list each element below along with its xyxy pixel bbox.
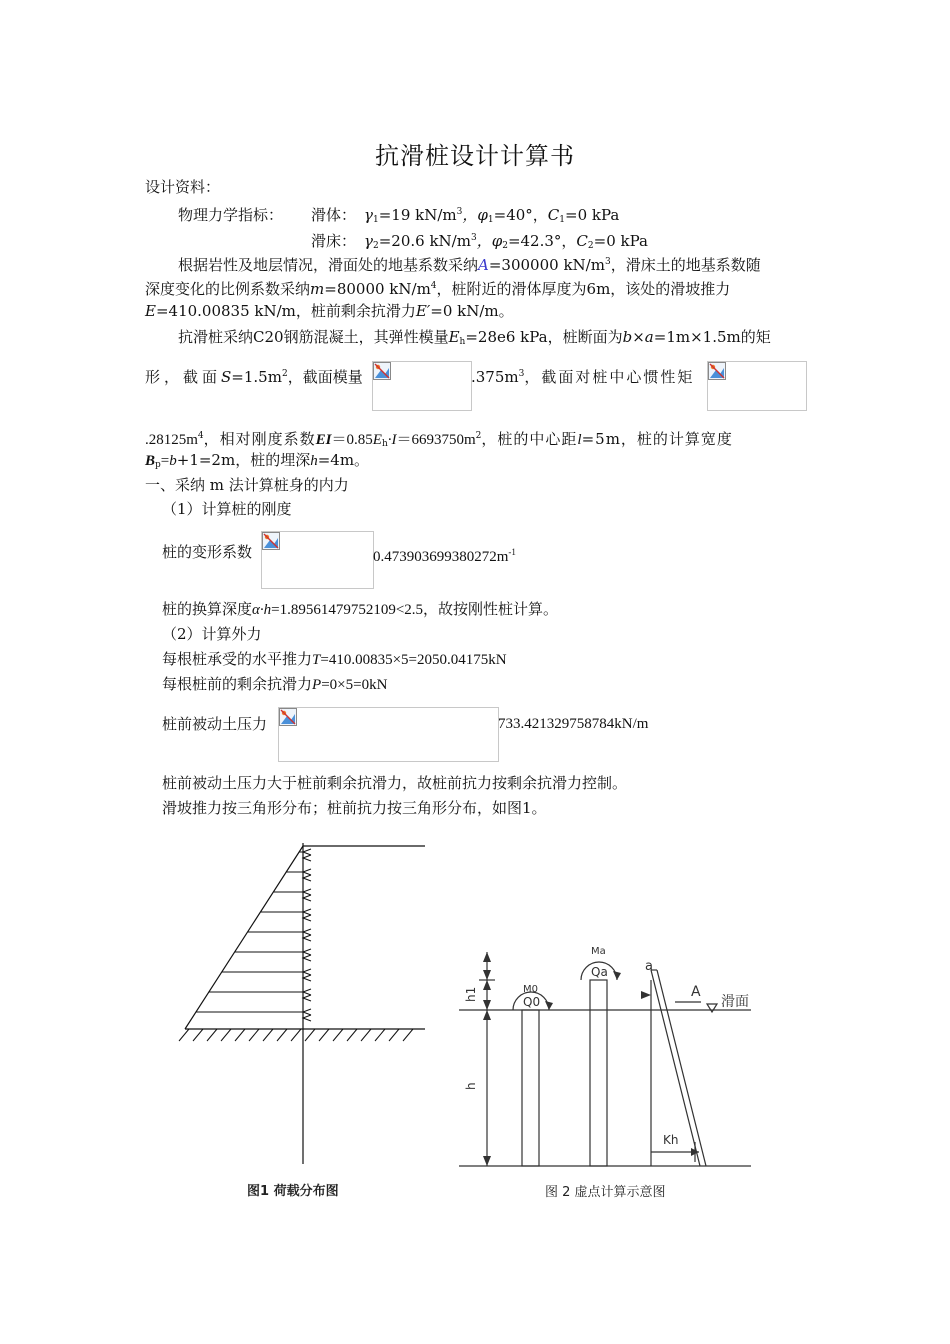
p1-line-2 [145,275,730,300]
p2-line-2b [471,363,694,388]
p2-l3-c: ＝0.85 [331,432,373,448]
ground-hatch [207,1029,217,1041]
gamma2-sub: 2 [372,241,379,251]
resist-line [162,673,387,696]
fig2-Kh: Kh [663,1133,679,1147]
gamma2-exp: 3 [470,233,477,243]
broken-image-icon [262,532,280,550]
p1-E: E [145,302,156,320]
p2-l2-e: ，截面对桩中心惯性矩 [524,368,695,386]
p2-line-4 [145,449,369,476]
phi2-sub: 2 [502,241,508,251]
slide-bed-label: 滑床： [311,232,357,250]
dim-arrow-h1-end [483,1000,491,1010]
fig2-Qa: Qa [591,965,608,979]
dim-arrow-h-top [483,1010,491,1020]
p1-l2-a: 深度变化的比例系数采纳 [145,280,311,298]
ground-hatch [291,1029,301,1041]
design-heading: 设计资料： [145,178,221,196]
p2-h: h [310,453,318,469]
p2-EI: EI [315,432,332,448]
resist-arrow [303,935,311,941]
ground-hatch [179,1029,189,1041]
fig2-Ma: Ma [591,946,606,957]
deform-exp: -1 [508,547,516,557]
p2-l4-a: = [160,453,170,469]
ground-hatch [319,1029,329,1041]
p2-l3-f: =5m，桩的计算宽度 [581,430,733,448]
ground-hatch [221,1029,231,1041]
section-modulus-formula-image [372,361,472,411]
load-arrow [303,989,311,995]
phi1: ，φ [462,206,488,224]
load-arrow [303,869,311,875]
p2-Bp-sub: p [155,460,161,470]
subsection-1-heading: （1）计算桩的刚度 [162,500,292,518]
p2-l4-d: =4m。 [317,451,370,469]
gamma1: γ [364,206,373,224]
gamma1-exp: 3 [456,207,463,217]
c1: C [547,206,560,224]
resist-P: P [312,677,322,693]
p2-l3-b: ，相对刚度系数 [203,430,316,448]
moment-arrow-left [545,1001,553,1010]
p2-line-1 [178,326,771,353]
note-1: 桩前被动土压力大于桩前剩余抗滑力，故桩前抗力按剩余抗滑力控制。 [162,774,628,792]
p1-line-1 [178,251,761,276]
p2-Eh: E [372,432,382,448]
ground-hatch [263,1029,273,1041]
fig2-slip-label: 滑面 [721,994,749,1010]
page-title: 抗滑桩设计计算书 [375,142,575,170]
passive-formula-image [278,707,499,762]
ground-hatch [361,1029,371,1041]
slide-body-label: 滑体： [311,206,357,224]
c2-value: =0 kPa [593,232,648,250]
ground-hatch [235,1029,245,1041]
phys-label: 物理力学指标： [178,206,284,224]
moment-arrow-mid [613,971,621,980]
p2-exp3: 3 [518,369,525,379]
deform-value-line [373,541,516,568]
figure-2-sketch [455,940,755,1170]
ground-hatch [375,1029,385,1041]
gamma2: γ [364,232,373,250]
p2-bxa: b×a [622,328,654,346]
resist-arrow [303,895,311,901]
c1-sub: 1 [559,215,566,225]
load-arrow [303,949,311,955]
p1-m: m [310,280,325,298]
p1-text-a: 根据岩性及地层情况，滑面处的地基系数采纳 [178,256,479,274]
load-arrow [303,889,311,895]
p2-EI-value: ＝6693750m [396,432,476,448]
deform-value: 0.473903699380272m [373,549,509,565]
subsection-2-heading: （2）计算外力 [162,625,262,643]
p1-E2-value: =0 kN/m。 [430,302,514,320]
p1-exp3: 3 [604,257,611,267]
phi1-sub: 1 [487,215,494,225]
p1-line-3 [145,300,514,322]
p1-A-value: =300000 kN/m [488,256,605,274]
thrust-T: T [312,652,321,668]
figure-2-caption: 图 2 虚点计算示意图 [545,1185,666,1200]
convert-value: =1.89561479752109<2.5，故按刚性桩计算。 [271,602,559,618]
p2-l2-c: ，截面模量 [287,368,363,386]
ground-hatch [403,1029,413,1041]
p2-modulus-value: .375m [471,368,519,386]
fig2-h: h [464,1082,478,1090]
load-arrow [303,929,311,935]
p2-inertia-value: .28125m [145,432,198,448]
ground-hatch [333,1029,343,1041]
force-arrow-a [641,991,651,999]
deform-label: 桩的变形系数 [162,543,253,561]
p2-E-sub: h [459,337,466,347]
p2-l3-e: ，桩的中心距 [481,430,578,448]
fig2-M0: M0 [523,984,538,995]
fig2-A: A [691,984,701,1000]
pile-left [522,1010,539,1166]
phi2-value: =42.3°， [507,232,577,250]
resist-arrow [303,955,311,961]
figure-1-caption: 图1 荷载分布图 [247,1184,339,1199]
c2-sub: 2 [587,241,594,251]
broken-image-icon [373,362,391,380]
resist-arrow [303,875,311,881]
broken-image-icon [279,708,297,726]
p1-E2: E′ [415,302,431,320]
dim-arrow-h1-bottom [483,970,491,980]
p1-E-value: =410.00835 kN/m，桩前剩余抗滑力 [155,302,416,320]
load-arrow [303,849,311,855]
p1-text-c: ，滑床土的地基系数随 [610,256,761,274]
passive-value: 733.421329758784kN/m [498,716,649,732]
phi1-value: =40°， [493,206,548,224]
gamma1-sub: 1 [373,215,379,225]
gamma2-value: =20.6 kN/m [378,232,471,250]
p2-exp2b: 2 [475,431,482,441]
p1-m-value: =80000 kN/m [324,280,431,298]
load-triangle-edge [185,846,303,1029]
resist-label: 每根桩前的剩余抗滑力 [162,675,313,693]
passive-label: 桩前被动土压力 [162,715,268,733]
p2-exp4: 4 [197,431,204,441]
fig2-a: a [645,959,653,974]
p2-line-2a [145,363,363,388]
convert-line [162,598,558,621]
p1-A: A [478,256,489,274]
resist-arrow [303,1015,311,1021]
fig2-h1: h1 [464,986,478,1002]
p2-E: E [448,328,460,346]
p1-l2-c: ，桩附近的滑体厚度为6m，该处的滑坡推力 [436,280,731,298]
p2-b: b [169,453,177,469]
c2: C [576,232,588,250]
p2-l4-c: +1=2m，桩的埋深 [176,451,311,469]
thrust-value: =410.00835×5=2050.04175kN [320,652,507,668]
p2-Bp: B [145,453,156,469]
resist-arrow [303,975,311,981]
inertia-formula-image [707,361,807,411]
load-arrow [303,969,311,975]
p2-l: l [577,432,582,448]
broken-image-icon [708,362,726,380]
ground-hatch [249,1029,259,1041]
ground-hatch [305,1029,315,1041]
p2-l2-a: 形，截面 [145,368,222,386]
ground-hatch [193,1029,203,1041]
dim-arrow-h1-mid [483,980,491,990]
load-arrow [303,909,311,915]
p2-exp2: 2 [281,369,288,379]
fig2-Q0: Q0 [523,995,541,1009]
dim-arrow-h-bottom [483,1156,491,1166]
p1-exp4: 4 [430,281,437,291]
p2-Eh-sub: h [381,439,388,449]
thrust-line [162,648,507,671]
figure-1-load-diagram [175,838,435,1168]
convert-alpha-h: α·h [252,602,272,618]
ground-hatch [389,1029,399,1041]
p2-l1-c: =1m×1.5m的矩 [653,328,771,346]
phi2: ，φ [476,232,503,250]
resist-arrow [303,855,311,861]
c1-value: =0 kPa [565,206,620,224]
resist-value: =0×5=0kN [321,677,388,693]
section-1-heading: 一、采纳 m 法计算桩身的内力 [145,476,349,494]
resist-arrow [303,915,311,921]
dim-arrow-top [483,952,491,962]
load-arrow [303,1009,311,1015]
p2-S: S [221,368,232,386]
convert-label: 桩的换算深度 [162,600,253,618]
pile-middle [590,980,607,1166]
deform-formula-image [261,531,374,589]
p2-S-value: =1.5m [231,368,282,386]
ground-hatch [347,1029,357,1041]
gamma1-value: =19 kN/m [378,206,457,224]
resist-arrow [303,995,311,1001]
p2-I: ·I [387,432,397,448]
p2-l1-a: 抗滑桩采纳C20钢筋混凝土，其弹性模量 [178,328,449,346]
ground-hatch [277,1029,287,1041]
note-2: 滑坡推力按三角形分布；桩前抗力按三角形分布，如图1。 [162,799,547,817]
p2-l1-b: =28e6 kPa，桩断面为 [465,328,623,346]
thrust-label: 每根桩承受的水平推力 [162,650,313,668]
